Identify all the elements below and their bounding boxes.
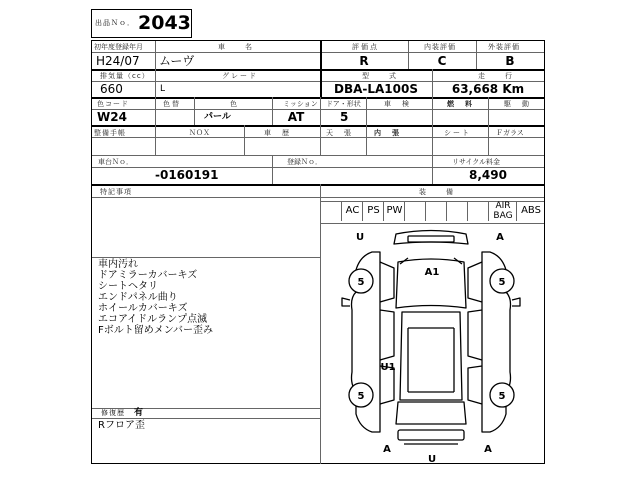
remark-item: エンドパネル曲り bbox=[98, 292, 178, 303]
repair-history-value: 有 bbox=[134, 408, 144, 418]
doors: 5 bbox=[340, 110, 349, 124]
notes-label: 特記事項 bbox=[100, 188, 132, 196]
damage-hood: A1 bbox=[424, 267, 440, 278]
color-type-label: 色替 bbox=[163, 100, 181, 108]
doors-label: ドア・形状 bbox=[326, 100, 361, 108]
equipment-slot bbox=[446, 201, 468, 221]
car-name: ムーヴ bbox=[159, 54, 195, 68]
damage-bottom-right: A bbox=[484, 444, 492, 455]
damage-bottom-center: U bbox=[427, 454, 437, 463]
mileage-label: 走 行 bbox=[478, 72, 514, 80]
front-grille bbox=[408, 236, 454, 242]
color-label: 色 bbox=[230, 100, 239, 108]
equipment-slot bbox=[467, 201, 489, 221]
tire-fl-score: 5 bbox=[357, 277, 365, 288]
transmission-label: ミッション bbox=[283, 100, 318, 108]
grade-label: グレード bbox=[222, 72, 258, 80]
first-registration: H24/07 bbox=[96, 54, 140, 68]
color-code: W24 bbox=[97, 110, 127, 124]
exterior-grade-label: 外装評価 bbox=[488, 43, 520, 51]
equipment-pw: PW bbox=[383, 201, 405, 221]
equipment-slot bbox=[404, 201, 426, 221]
remark-item: ドアミラーカバーキズ bbox=[98, 270, 198, 281]
car-diagram bbox=[321, 223, 543, 463]
interior-grade: C bbox=[437, 54, 447, 68]
rear-bumper bbox=[398, 430, 464, 440]
rear-outline bbox=[396, 402, 466, 424]
tire-rl-score: 5 bbox=[357, 391, 365, 402]
remark-item: エコアイドルランプ点滅 bbox=[98, 314, 208, 325]
mileage: 63,668 Km bbox=[451, 82, 525, 96]
chassis-number-label: 車台Ｎｏ． bbox=[98, 158, 133, 166]
remark-item: Fボルト留めメンバー歪み bbox=[98, 325, 214, 336]
sunroof-label: 天 張 bbox=[326, 129, 353, 137]
roof-outline bbox=[400, 312, 462, 400]
recycle-fee-label: リサイクル料金 bbox=[452, 158, 501, 166]
remarks-list bbox=[98, 259, 213, 336]
tire-rr-score: 5 bbox=[498, 391, 506, 402]
equipment-slot bbox=[425, 201, 447, 221]
listing-number-box bbox=[91, 9, 192, 38]
model: DBA-LA100S bbox=[334, 82, 418, 96]
seat-label: シート bbox=[444, 129, 471, 137]
equipment-airbag: AIR BAG bbox=[488, 201, 517, 221]
model-label: 型 式 bbox=[362, 72, 398, 80]
damage-bottom-left: A bbox=[383, 444, 391, 455]
exterior-grade: B bbox=[505, 54, 515, 68]
fuel-label: 燃 料 bbox=[447, 100, 474, 108]
displacement: 660 bbox=[100, 82, 123, 96]
repair-history-label: 修復歴 bbox=[101, 409, 125, 417]
maintenance-manual-label: 整備手帳 bbox=[94, 129, 126, 137]
color-code-label: 色コード bbox=[97, 100, 129, 108]
listing-number-label: 出品Ｎｏ． bbox=[95, 19, 135, 27]
repair-note: Rフロア歪 bbox=[98, 420, 145, 431]
registration-number-label: 登録Ｎｏ． bbox=[287, 158, 322, 166]
chassis-number: -0160191 bbox=[155, 168, 219, 182]
listing-number: 2043 bbox=[138, 12, 191, 34]
remark-item: シートヘタリ bbox=[98, 281, 158, 292]
nox-label: ＮＯＸ bbox=[189, 129, 210, 137]
equipment-ac: AC bbox=[341, 201, 363, 221]
tire-fr-score: 5 bbox=[498, 277, 506, 288]
grade: L bbox=[160, 84, 166, 94]
inspection-label: 車 検 bbox=[384, 100, 411, 108]
interior-grade-label: 内装評価 bbox=[424, 43, 456, 51]
damage-front-left: U bbox=[355, 232, 365, 243]
equipment-label: 装 備 bbox=[419, 188, 455, 196]
history-label: 車 歴 bbox=[264, 129, 291, 137]
interior-trim-label: 内 張 bbox=[374, 129, 401, 137]
recycle-fee: 8,490 bbox=[469, 168, 507, 182]
equipment-abs: ABS bbox=[516, 201, 545, 221]
equipment-ps: PS bbox=[362, 201, 384, 221]
transmission: AT bbox=[287, 110, 305, 124]
remark-item: ホイールカバーキズ bbox=[98, 303, 188, 314]
front-glass-label: Ｆガラス bbox=[496, 129, 524, 137]
drive-label: 駆 動 bbox=[504, 100, 531, 108]
first-registration-label: 初年度登録年月 bbox=[94, 43, 143, 51]
damage-left-rear-door: U1 bbox=[380, 362, 396, 373]
damage-front-right: A bbox=[496, 232, 504, 243]
displacement-label: 排気量（cc） bbox=[100, 72, 150, 80]
color-type: パール bbox=[204, 112, 231, 122]
car-name-label: 車 名 bbox=[218, 43, 254, 51]
remark-item: 車内汚れ bbox=[98, 259, 138, 270]
score: R bbox=[359, 54, 369, 68]
score-label: 評価点 bbox=[352, 43, 379, 51]
